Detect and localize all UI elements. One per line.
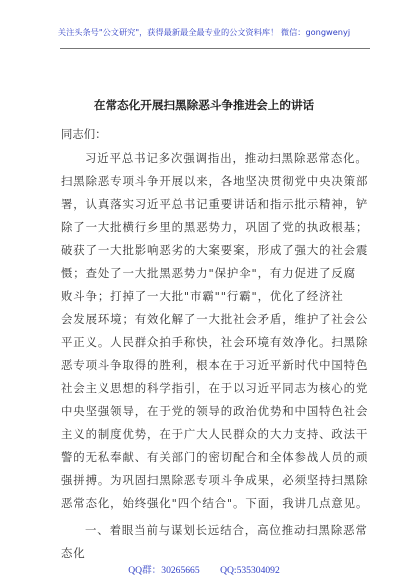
body-line: 社会主义思想的科学指引，在于以习近平同志为核心的党 (61, 381, 369, 395)
body-line: 恶专项斗争取得的胜利，根本在于习近平新时代中国特色 (61, 358, 369, 372)
body-line: 中央坚强领导，在于党的领导的政治优势和中国特色社会 (61, 404, 369, 418)
footer-qq-group: QQ群：30265665 (128, 565, 200, 576)
body-line: 警的无私奉献、有关部门的密切配合和全体参战人员的顽 (61, 450, 369, 464)
body-line: 败斗争；打掉了一大批"市霸""行霸"，优化了经济社 (61, 289, 344, 303)
header-divider (60, 48, 370, 49)
section-heading-line: 一、着眼当前与谋划长远结合，高位推动扫黑除恶常 (85, 523, 368, 537)
footer-qq: QQ:535304092 (220, 565, 280, 576)
body-line: 恶常态化，始终强化"四个结合"。下面，我讲几点意见。 (61, 496, 369, 510)
body-line: 署，认真落实习近平总书记重要讲话和指示批示精神，铲 (61, 197, 369, 211)
body-line: 慑；查处了一大批黑恶势力"保护伞"，有力促进了反腐 (61, 266, 356, 280)
body-line: 平正义。人民群众拍手称快，社会环境有效净化。扫黑除 (61, 335, 369, 349)
body-line: 主义的制度优势，在于广大人民群众的大力支持、政法干 (61, 427, 369, 441)
body-line: 会发展环境；有效化解了一大批社会矛盾，维护了社会公 (61, 312, 369, 326)
footer-contact (0, 562, 408, 576)
section-heading-continuation: 态化 (61, 546, 86, 560)
body-line: 习近平总书记多次强调指出，推动扫黑除恶常态化。 (85, 151, 368, 165)
body-line: 强拼搏。为巩固扫黑除恶专项斗争成果，必须坚持扫黑除 (61, 473, 369, 487)
document-title: 在常态化开展扫黑除恶斗争推进会上的讲话 (93, 98, 315, 112)
body-line: 除了一大批横行乡里的黑恶势力，巩固了党的执政根基； (61, 220, 369, 234)
body-line: 扫黑除恶专项斗争开展以来，各地坚决贯彻党中央决策部 (61, 174, 369, 188)
header-promo-note: 关注头条号"公文研究"，获得最新最全最专业的公文资料库！ 微信：gongwenyj (57, 27, 351, 37)
body-line: 破获了一大批影响恶劣的大案要案，形成了强大的社会震 (61, 243, 369, 257)
salutation: 同志们： (61, 127, 107, 141)
